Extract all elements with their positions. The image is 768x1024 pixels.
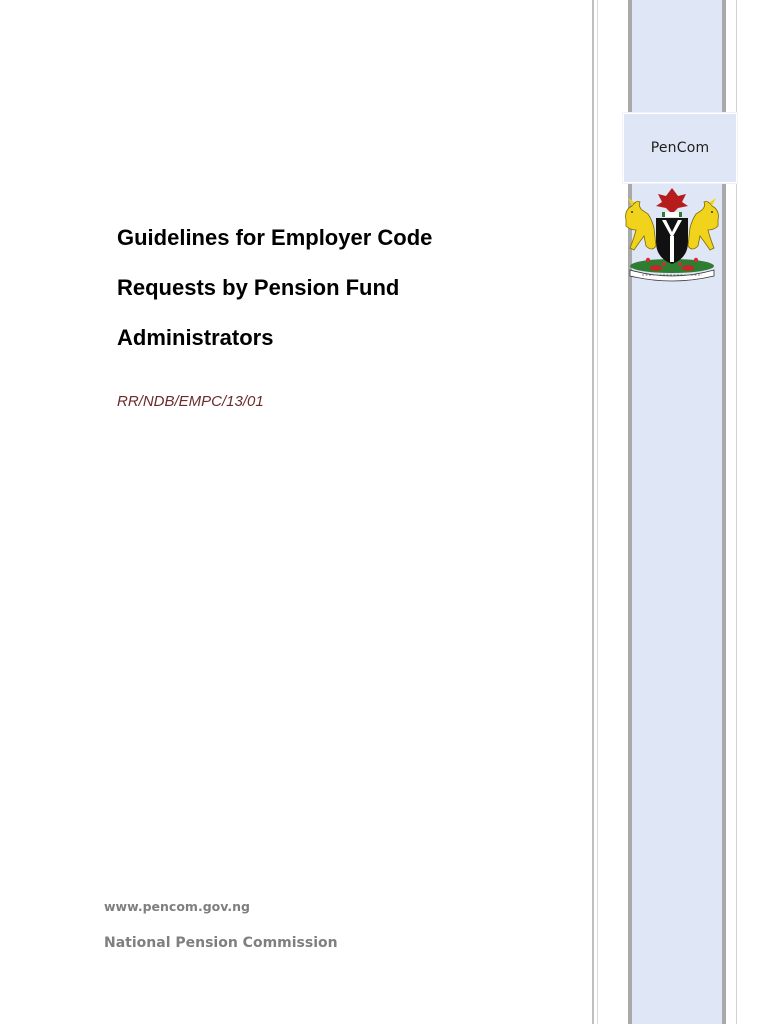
divider-line bbox=[592, 0, 594, 1024]
brand-label: PenCom bbox=[650, 140, 710, 156]
document-title bbox=[117, 213, 577, 363]
title-line-1: Guidelines for Employer Code bbox=[117, 225, 433, 250]
document-reference-code: RR/NDB/EMPC/13/01 bbox=[117, 393, 264, 410]
title-line-2: Requests by Pension Fund bbox=[117, 275, 400, 300]
organization-name: National Pension Commission bbox=[104, 935, 338, 951]
website-link[interactable]: www.pencom.gov.ng bbox=[104, 899, 250, 914]
nigeria-coat-of-arms-icon bbox=[618, 186, 726, 282]
title-line-3: Administrators bbox=[117, 325, 274, 350]
brand-box bbox=[623, 113, 737, 183]
divider-line-secondary bbox=[597, 0, 598, 1024]
